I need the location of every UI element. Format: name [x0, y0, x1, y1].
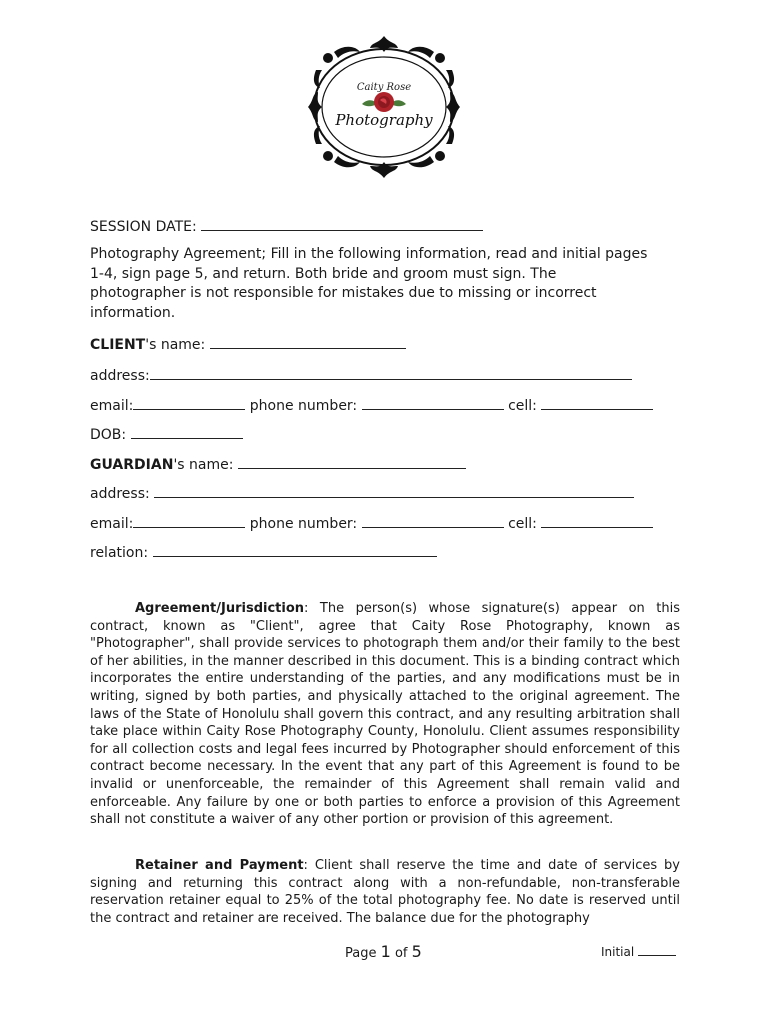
client-contact-row [90, 395, 653, 415]
guardian-name-label: 's name: [173, 457, 234, 473]
client-label: CLIENT [90, 337, 146, 353]
guardian-address-label: address: [90, 486, 150, 502]
session-date-field[interactable] [201, 216, 483, 231]
logo-wordmark: Photography [335, 111, 433, 129]
guardian-cell-field[interactable] [541, 513, 653, 528]
client-cell-label: cell: [508, 398, 537, 414]
initial-label: Initial [601, 945, 635, 959]
retainer-payment-body: : Client shall reserve the time and date of services by signing and returning this contract along with a non-refundable, non-transferable reservation retainer equal to 25% of the total photography fee. No date is reserved until the contract and retainer are received. The balance due for the photography [90, 858, 680, 926]
initial-field[interactable] [638, 944, 676, 956]
client-dob-row [90, 424, 243, 444]
guardian-address-row [90, 483, 634, 503]
session-date-row [90, 216, 483, 236]
page-number [345, 942, 422, 961]
guardian-email-field[interactable] [133, 513, 245, 528]
page-word: Page [345, 946, 377, 961]
guardian-cell-label: cell: [508, 516, 537, 532]
total-pages: 5 [411, 942, 422, 961]
guardian-label: GUARDIAN [90, 457, 174, 473]
retainer-payment-section [90, 857, 680, 927]
client-address-label: address: [90, 368, 150, 384]
retainer-payment-heading: Retainer and Payment [135, 858, 304, 873]
client-cell-field[interactable] [541, 395, 653, 410]
client-dob-label: DOB: [90, 427, 127, 443]
guardian-relation-field[interactable] [153, 542, 437, 557]
client-name-row [90, 334, 406, 354]
rose-icon [362, 92, 406, 112]
guardian-email-label: email: [90, 516, 134, 532]
client-phone-label: phone number: [249, 398, 358, 414]
guardian-relation-label: relation: [90, 545, 149, 561]
client-name-label: 's name: [145, 337, 206, 353]
guardian-phone-field[interactable] [362, 513, 504, 528]
guardian-name-row [90, 454, 466, 474]
client-email-field[interactable] [133, 395, 245, 410]
client-address-row [90, 365, 632, 385]
client-address-field[interactable] [150, 365, 632, 380]
logo-script-name: Caity Rose [356, 82, 412, 93]
current-page: 1 [380, 942, 391, 961]
client-name-field[interactable] [210, 334, 406, 349]
initial-row [601, 944, 676, 959]
guardian-relation-row [90, 542, 437, 562]
guardian-contact-row [90, 513, 653, 533]
of-word: of [394, 946, 408, 961]
client-phone-field[interactable] [362, 395, 504, 410]
agreement-jurisdiction-section [90, 600, 680, 829]
client-dob-field[interactable] [131, 424, 243, 439]
guardian-name-field[interactable] [238, 454, 466, 469]
guardian-address-field[interactable] [154, 483, 634, 498]
intro-instructions: Photography Agreement; Fill in the following information, read and initial pages 1-4, sign page 5, and return. Both bride and groom must sign. The photographer is not responsible for mistakes due to missing or incorrect information. [90, 246, 648, 321]
caity-rose-photography-logo [300, 30, 468, 184]
session-date-label: SESSION DATE: [90, 219, 197, 235]
client-email-label: email: [90, 398, 134, 414]
agreement-jurisdiction-heading: Agreement/Jurisdiction [135, 601, 305, 616]
guardian-phone-label: phone number: [249, 516, 358, 532]
agreement-jurisdiction-body: : The person(s) whose signature(s) appear on this contract, known as "Client", agree that Caity Rose Photography, known as "Photographer", shall provide services to photograph them and/or their family to the best of her abilities, in the manner described in this document. This is a binding contract which incorporates the entire understanding of the parties, and any modifications must be in writing, signed by both parties, and physically attached to the original agreement. The laws of the State of Honolulu shall govern this contract, and any resulting arbitration shall take place within Caity Rose Photography County, Honolulu. Client assumes responsibility for all collection costs and legal fees incurred by Photographer should enforcement of this contract become necessary. In the event that any part of this Agreement is found to be invalid or unenforceable, the remainder of this Agreement shall remain valid and enforceable. Any failure by one or both parties to enforce a provision of this Agreement shall not constitute a waiver of any other portion or provision of this agreement. [90, 601, 680, 828]
